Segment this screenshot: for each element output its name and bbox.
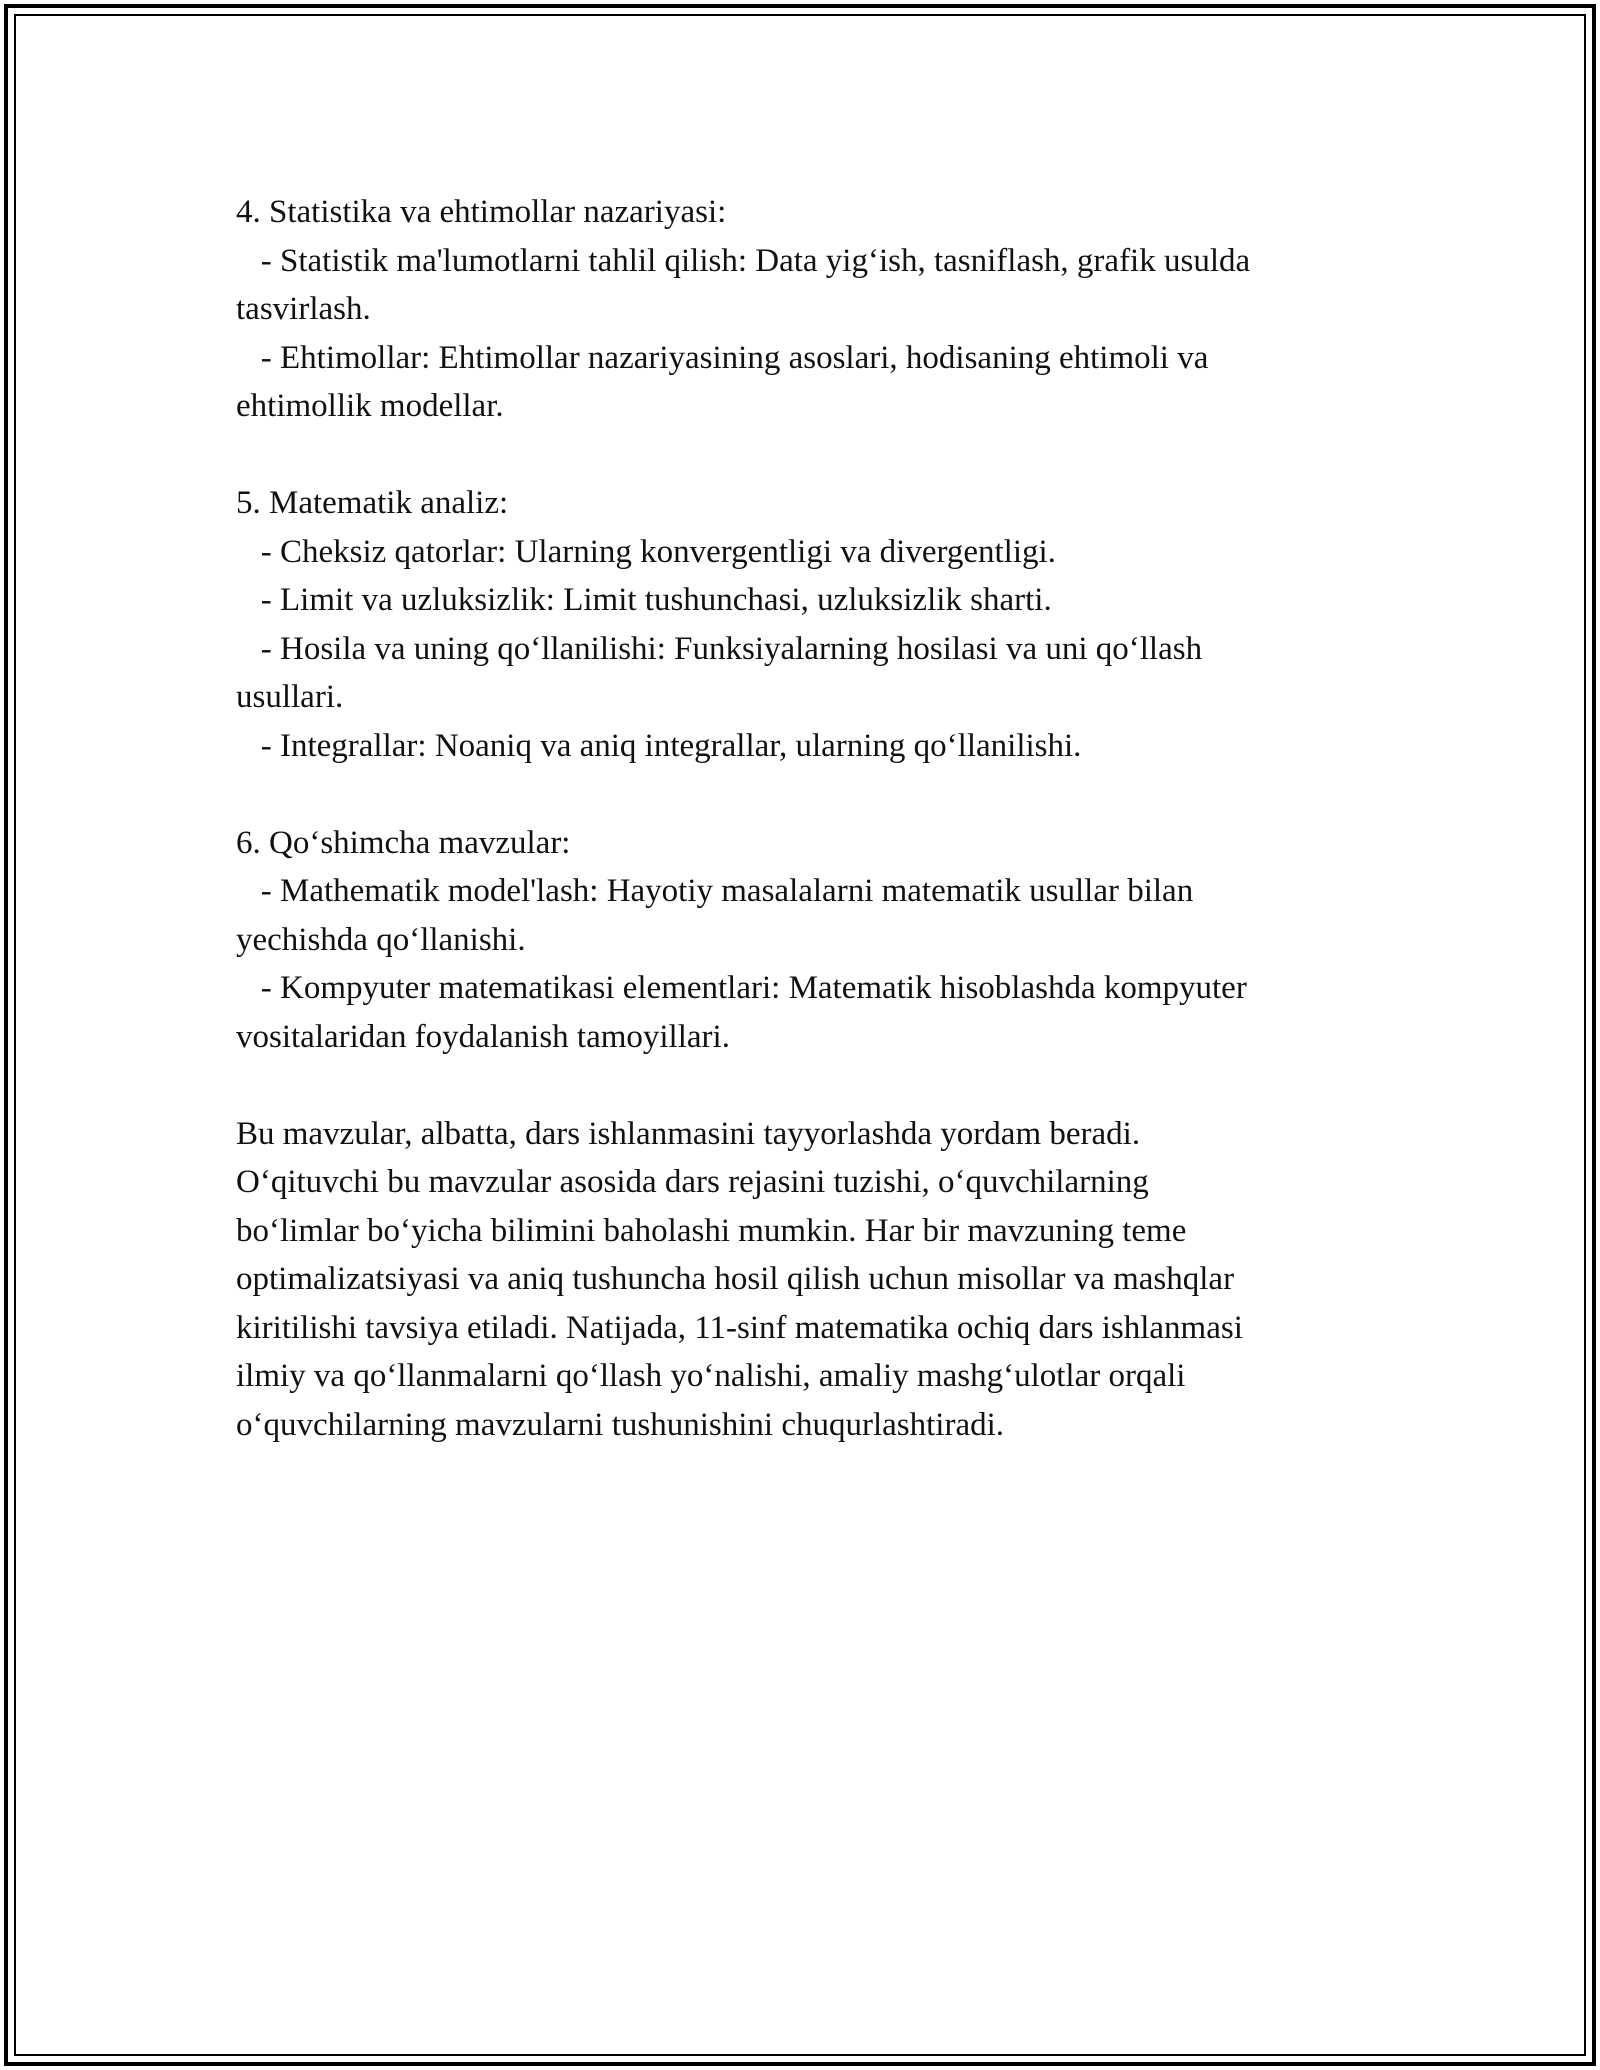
paragraph-line: ilmiy va qo‘llanmalarni qo‘llash yo‘nalishi, amaliy mashg‘ulotlar orqali: [236, 1358, 1186, 1394]
list-item-line: - Mathematik model'lash: Hayotiy masalalarni matematik usullar bilan: [236, 873, 1194, 909]
list-item: [236, 625, 1406, 722]
paragraph-line: optimalizatsiyasi va aniq tushuncha hosil qilish uchun misollar va mashqlar: [236, 1261, 1235, 1297]
list-item-line: - Ehtimollar: Ehtimollar nazariyasining asoslari, hodisaning ehtimoli va: [236, 339, 1209, 376]
list-item: [236, 722, 1406, 771]
list-item-line: usullari.: [236, 679, 344, 715]
list-item: [236, 528, 1406, 577]
list-item-line: - Statistik ma'lumotlarni tahlil qilish: Data yig‘ish, tasniflash, grafik usulda: [236, 242, 1251, 279]
paragraph-line: bo‘limlar bo‘yicha bilimini baholashi mumkin. Har bir mavzuning teme: [236, 1212, 1187, 1249]
list-item-line: - Integrallar: Noaniq va aniq integrallar, ularning qo‘llanilishi.: [236, 727, 1082, 764]
paragraph-line: o‘quvchilarning mavzularni tushunishini chuqurlashtiradi.: [236, 1406, 1005, 1443]
section-statistics: [236, 188, 1406, 431]
paragraph-gap: [236, 431, 1406, 480]
list-item: [236, 867, 1406, 964]
list-item-line: - Hosila va uning qo‘llanilishi: Funksiyalarning hosilasi va uni qo‘llash: [236, 630, 1203, 667]
section-heading: 4. Statistika va ehtimollar nazariyasi:: [236, 194, 727, 230]
list-item-line: ehtimollik modellar.: [236, 388, 504, 424]
list-item-line: tasvirlash.: [236, 291, 371, 327]
paragraph-line: Bu mavzular, albatta, dars ishlanmasini tayyorlashda yordam beradi.: [236, 1115, 1141, 1152]
paragraph-gap: [236, 1061, 1406, 1110]
list-item: [236, 237, 1406, 334]
list-item: [236, 334, 1406, 431]
list-item: [236, 964, 1406, 1061]
list-item-line: - Cheksiz qatorlar: Ularning konvergentligi va divergentligi.: [236, 533, 1056, 570]
conclusion-paragraph: [236, 1110, 1406, 1450]
paragraph-line: O‘qituvchi bu mavzular asosida dars rejasini tuzishi, o‘quvchilarning: [236, 1164, 1149, 1200]
list-item-line: - Limit va uzluksizlik: Limit tushunchasi, uzluksizlik sharti.: [236, 582, 1052, 618]
list-item: [236, 576, 1406, 625]
list-item-line: yechishda qo‘llanishi.: [236, 921, 526, 958]
document-body: [236, 188, 1406, 1449]
list-item-line: - Kompyuter matematikasi elementlari: Matematik hisoblashda kompyuter: [236, 970, 1247, 1006]
paragraph-line: kiritilishi tavsiya etiladi. Natijada, 11-sinf matematika ochiq dars ishlanmasi: [236, 1309, 1243, 1346]
list-item-line: vositalaridan foydalanish tamoyillari.: [236, 1018, 730, 1055]
section-heading: 6. Qo‘shimcha mavzular:: [236, 824, 571, 861]
section-heading: 5. Matematik analiz:: [236, 485, 509, 521]
section-additional-topics: [236, 819, 1406, 1062]
paragraph-gap: [236, 770, 1406, 819]
section-math-analysis: [236, 479, 1406, 770]
